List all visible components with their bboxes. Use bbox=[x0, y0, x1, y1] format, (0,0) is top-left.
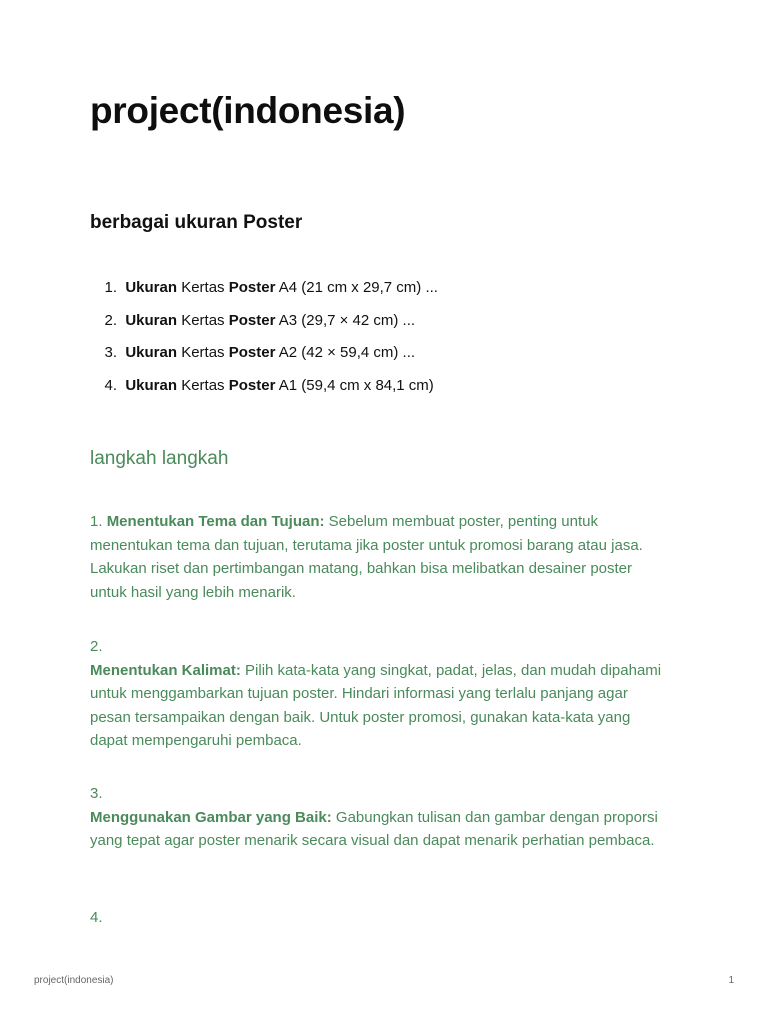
bold-word: Poster bbox=[228, 376, 276, 394]
step-title: Menentukan Tema dan Tujuan: bbox=[106, 513, 325, 530]
list-item bbox=[90, 374, 438, 407]
step-number: 2. bbox=[90, 638, 103, 655]
plain-text: A3 (29,7 × 42 cm) ... bbox=[275, 311, 416, 329]
step-text: Gabungkan tulisan dan gambar dengan proporsi yang tepat agar poster menarik secara visual dan dapat menarik perhatian pembaca. bbox=[90, 808, 658, 849]
step-paragraph bbox=[90, 635, 670, 753]
step-title: Menggunakan Gambar yang Baik: bbox=[90, 808, 332, 826]
step-text: Pilih kata-kata yang singkat, padat, jelas, dan mudah dipahami untuk menggambarkan tujuan poster. Hindari informasi yang terlalu panjang agar pesan tersampaikan dengan baik. Untuk poster promosi, gunakan kata-kata yang dapat mempengaruhi pembaca. bbox=[90, 661, 662, 749]
bold-word: Ukuran bbox=[125, 279, 178, 296]
plain-text: A2 (42 × 59,4 cm) ... bbox=[275, 344, 416, 361]
bold-word: Ukuran bbox=[125, 344, 178, 361]
step-paragraph bbox=[90, 906, 670, 930]
list-item-text bbox=[125, 276, 438, 309]
list-item-number: 4. bbox=[104, 376, 117, 394]
sizes-heading: berbagai ukuran Poster bbox=[90, 212, 303, 233]
bold-word: Poster bbox=[228, 279, 276, 296]
list-item-number: 3. bbox=[104, 344, 117, 361]
step-title: Menentukan Kalimat: bbox=[90, 661, 241, 679]
list-item bbox=[90, 276, 438, 309]
plain-text: A4 (21 cm x 29,7 cm) ... bbox=[275, 279, 438, 296]
list-item-number: 1. bbox=[104, 279, 117, 296]
plain-text: Kertas bbox=[177, 311, 229, 329]
step-paragraph bbox=[90, 782, 670, 853]
list-item-number: 2. bbox=[104, 311, 117, 329]
list-item bbox=[90, 341, 438, 374]
bold-word: Poster bbox=[228, 311, 276, 329]
plain-text: Kertas bbox=[177, 344, 229, 361]
page-title: project(indonesia) bbox=[90, 90, 406, 131]
bold-word: Ukuran bbox=[125, 311, 178, 329]
step-number: 1. bbox=[90, 513, 107, 530]
plain-text: Kertas bbox=[177, 279, 229, 296]
footer-page-number: 1 bbox=[728, 975, 734, 986]
list-item bbox=[90, 309, 438, 342]
step-number: 4. bbox=[90, 909, 103, 926]
list-item-text bbox=[125, 374, 433, 407]
poster-size-list bbox=[90, 276, 438, 406]
step-number: 3. bbox=[90, 785, 103, 802]
steps-heading: langkah langkah bbox=[90, 448, 229, 469]
step-text: Sebelum membuat poster, penting untuk menentukan tema dan tujuan, terutama jika poster untuk promosi barang atau jasa. Lakukan riset dan pertimbangan matang, bahkan bisa melibatkan desainer poster untuk hasil yang lebih menarik. bbox=[90, 513, 643, 601]
bold-word: Poster bbox=[228, 344, 276, 361]
list-item-text bbox=[125, 341, 415, 374]
footer-document-title: project(indonesia) bbox=[34, 975, 114, 986]
plain-text: A1 (59,4 cm x 84,1 cm) bbox=[275, 376, 434, 394]
step-paragraph bbox=[90, 510, 670, 604]
bold-word: Ukuran bbox=[125, 376, 178, 394]
list-item-text bbox=[125, 309, 415, 342]
plain-text: Kertas bbox=[177, 376, 229, 394]
